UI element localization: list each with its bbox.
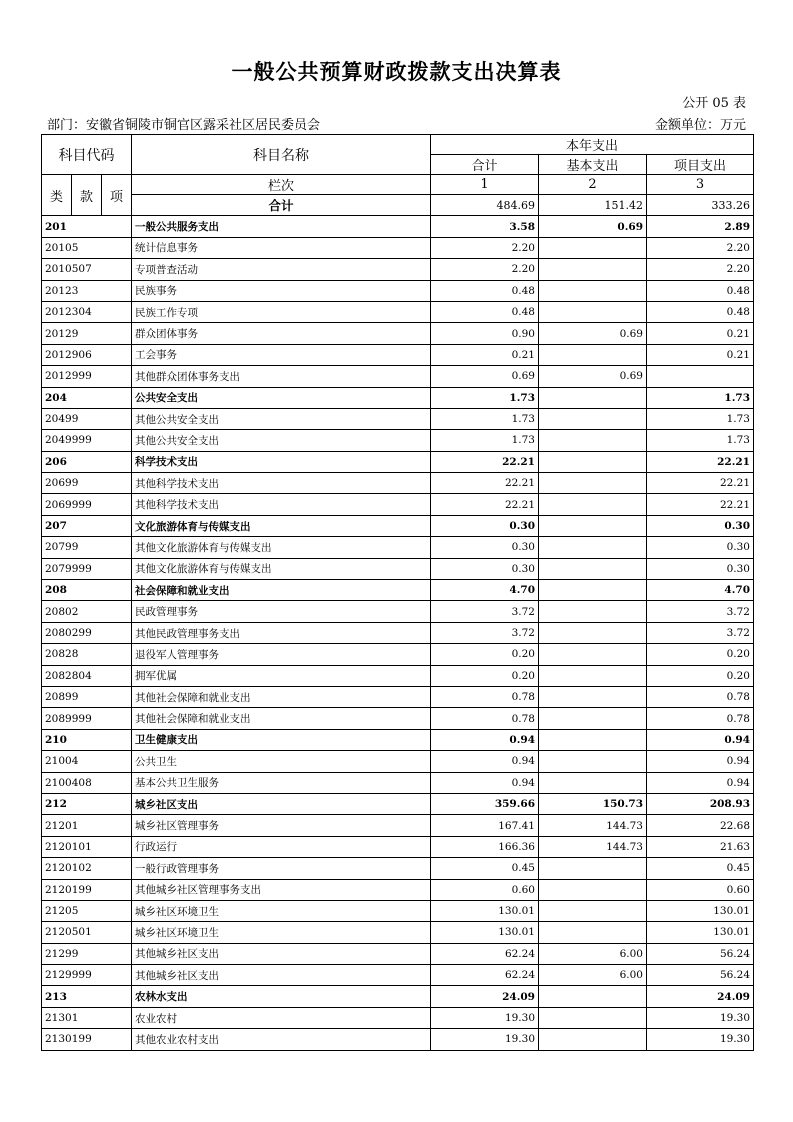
project-amount: 0.78 — [647, 708, 754, 729]
total-amount: 1.73 — [431, 408, 539, 429]
total-amount: 166.36 — [431, 836, 539, 857]
basic-amount — [539, 580, 647, 601]
project-amount: 56.24 — [647, 943, 754, 964]
project-amount: 0.30 — [647, 558, 754, 579]
subject-code: 20699 — [42, 473, 132, 494]
basic-amount: 0.69 — [539, 216, 647, 237]
subject-code: 2010507 — [42, 259, 132, 280]
subject-code: 21004 — [42, 751, 132, 772]
table-row — [42, 836, 754, 857]
subject-code: 2082804 — [42, 665, 132, 686]
project-amount: 21.63 — [647, 836, 754, 857]
total-amount: 2.20 — [431, 237, 539, 258]
basic-amount — [539, 729, 647, 750]
subject-name: 拥军优属 — [132, 665, 431, 686]
basic-amount — [539, 1029, 647, 1050]
subject-name: 其他社会保障和就业支出 — [132, 708, 431, 729]
project-amount: 1.73 — [647, 408, 754, 429]
subject-code: 20802 — [42, 601, 132, 622]
project-amount: 2.20 — [647, 259, 754, 280]
table-row — [42, 280, 754, 301]
table-row — [42, 622, 754, 643]
basic-amount — [539, 772, 647, 793]
subject-code: 2089999 — [42, 708, 132, 729]
project-amount: 22.21 — [647, 494, 754, 515]
subject-name: 工会事务 — [132, 344, 431, 365]
basic-amount — [539, 858, 647, 879]
table-row — [42, 387, 754, 408]
subject-name: 其他社会保障和就业支出 — [132, 686, 431, 707]
total-amount: 359.66 — [431, 793, 539, 814]
table-row — [42, 237, 754, 258]
subject-name: 科学技术支出 — [132, 451, 431, 472]
basic-amount — [539, 515, 647, 536]
subject-code: 2120102 — [42, 858, 132, 879]
header-project: 项目支出 — [647, 155, 754, 175]
project-amount: 208.93 — [647, 793, 754, 814]
table-row — [42, 515, 754, 536]
table-row — [42, 408, 754, 429]
subject-code: 2049999 — [42, 430, 132, 451]
department-label: 部门：安徽省铜陵市铜官区露采社区居民委员会 — [47, 118, 321, 133]
basic-amount — [539, 344, 647, 365]
subject-code: 208 — [42, 580, 132, 601]
total-amount: 0.20 — [431, 665, 539, 686]
table-row — [42, 751, 754, 772]
basic-amount — [539, 430, 647, 451]
subject-name: 基本公共卫生服务 — [132, 772, 431, 793]
table-row — [42, 216, 754, 237]
project-amount: 22.21 — [647, 451, 754, 472]
table-row — [42, 665, 754, 686]
total-amount: 24.09 — [431, 986, 539, 1007]
total-amount: 4.70 — [431, 580, 539, 601]
total-amount: 0.48 — [431, 280, 539, 301]
table-row — [42, 301, 754, 322]
subject-name: 城乡社区环境卫生 — [132, 922, 431, 943]
header-lei: 类 — [42, 175, 72, 216]
subject-name: 农林水支出 — [132, 986, 431, 1007]
subject-name: 民族事务 — [132, 280, 431, 301]
project-amount: 0.94 — [647, 772, 754, 793]
header-col1: 1 — [431, 175, 539, 195]
form-number: 公开 05 表 — [682, 96, 746, 111]
subject-name: 卫生健康支出 — [132, 729, 431, 750]
subject-code: 2130199 — [42, 1029, 132, 1050]
table-row — [42, 366, 754, 387]
project-amount — [647, 366, 754, 387]
project-amount: 0.60 — [647, 879, 754, 900]
subject-name: 文化旅游体育与传媒支出 — [132, 515, 431, 536]
basic-amount — [539, 280, 647, 301]
total-amount: 0.30 — [431, 537, 539, 558]
project-amount: 3.72 — [647, 622, 754, 643]
subject-code: 2079999 — [42, 558, 132, 579]
table-row — [42, 965, 754, 986]
page-title: 一般公共预算财政拨款支出决算表 — [231, 60, 562, 84]
header-subject-code: 科目代码 — [42, 135, 132, 175]
project-amount: 0.94 — [647, 751, 754, 772]
subject-name: 公共卫生 — [132, 751, 431, 772]
table-row — [42, 430, 754, 451]
subject-name: 其他城乡社区支出 — [132, 965, 431, 986]
header-col3: 3 — [647, 175, 754, 195]
total-amount: 130.01 — [431, 922, 539, 943]
total-row — [42, 195, 754, 216]
subject-code: 20129 — [42, 323, 132, 344]
basic-amount — [539, 259, 647, 280]
basic-amount: 6.00 — [539, 943, 647, 964]
basic-amount — [539, 986, 647, 1007]
subject-name: 一般公共服务支出 — [132, 216, 431, 237]
subject-name: 其他民政管理事务支出 — [132, 622, 431, 643]
subject-name: 其他农业农村支出 — [132, 1029, 431, 1050]
basic-amount — [539, 473, 647, 494]
subject-name: 其他科学技术支出 — [132, 473, 431, 494]
total-basic: 151.42 — [539, 195, 647, 216]
table-row — [42, 900, 754, 921]
basic-amount — [539, 665, 647, 686]
basic-amount: 144.73 — [539, 815, 647, 836]
basic-amount: 144.73 — [539, 836, 647, 857]
project-amount: 0.21 — [647, 344, 754, 365]
basic-amount: 150.73 — [539, 793, 647, 814]
table-row — [42, 1007, 754, 1028]
project-amount: 0.78 — [647, 686, 754, 707]
header-subject-name: 科目名称 — [132, 135, 431, 175]
table-row — [42, 473, 754, 494]
subject-code: 212 — [42, 793, 132, 814]
basic-amount — [539, 1007, 647, 1028]
total-amount: 0.94 — [431, 751, 539, 772]
basic-amount — [539, 558, 647, 579]
subject-name: 行政运行 — [132, 836, 431, 857]
total-amount: 0.20 — [431, 644, 539, 665]
subject-code: 210 — [42, 729, 132, 750]
total-amount: 3.58 — [431, 216, 539, 237]
total-amount: 1.73 — [431, 430, 539, 451]
subject-name: 公共安全支出 — [132, 387, 431, 408]
project-amount: 22.21 — [647, 473, 754, 494]
total-amount: 3.72 — [431, 622, 539, 643]
subject-code: 20899 — [42, 686, 132, 707]
subject-code: 2100408 — [42, 772, 132, 793]
header-current-year: 本年支出 — [431, 135, 754, 155]
basic-amount: 0.69 — [539, 366, 647, 387]
table-row — [42, 815, 754, 836]
table-row — [42, 537, 754, 558]
project-amount: 130.01 — [647, 922, 754, 943]
expenditure-table — [41, 134, 754, 1051]
total-amount: 0.94 — [431, 729, 539, 750]
project-amount: 2.20 — [647, 237, 754, 258]
table-row — [42, 729, 754, 750]
table-row — [42, 986, 754, 1007]
total-label: 合计 — [132, 195, 431, 216]
total-amount: 22.21 — [431, 473, 539, 494]
total-amount: 22.21 — [431, 494, 539, 515]
project-amount: 56.24 — [647, 965, 754, 986]
subject-name: 其他科学技术支出 — [132, 494, 431, 515]
project-amount: 2.89 — [647, 216, 754, 237]
subject-code: 2129999 — [42, 965, 132, 986]
total-amount: 0.60 — [431, 879, 539, 900]
project-amount: 0.20 — [647, 644, 754, 665]
basic-amount — [539, 537, 647, 558]
subject-code: 20123 — [42, 280, 132, 301]
header-xiang: 项 — [102, 175, 132, 216]
project-amount: 4.70 — [647, 580, 754, 601]
table-row — [42, 323, 754, 344]
basic-amount — [539, 644, 647, 665]
subject-name: 社会保障和就业支出 — [132, 580, 431, 601]
subject-code: 204 — [42, 387, 132, 408]
header-total: 合计 — [431, 155, 539, 175]
subject-name: 其他公共安全支出 — [132, 430, 431, 451]
subject-code: 2012999 — [42, 366, 132, 387]
subject-code: 206 — [42, 451, 132, 472]
basic-amount — [539, 451, 647, 472]
subject-name: 一般行政管理事务 — [132, 858, 431, 879]
basic-amount — [539, 751, 647, 772]
header-basic: 基本支出 — [539, 155, 647, 175]
project-amount: 0.48 — [647, 280, 754, 301]
subject-code: 21205 — [42, 900, 132, 921]
table-row — [42, 1029, 754, 1050]
subject-code: 2080299 — [42, 622, 132, 643]
table-row — [42, 259, 754, 280]
subject-code: 2069999 — [42, 494, 132, 515]
basic-amount — [539, 879, 647, 900]
table-row — [42, 708, 754, 729]
project-amount: 0.30 — [647, 515, 754, 536]
project-amount: 0.30 — [647, 537, 754, 558]
project-amount: 0.21 — [647, 323, 754, 344]
total-amount: 19.30 — [431, 1029, 539, 1050]
project-amount: 130.01 — [647, 900, 754, 921]
total-amount: 0.30 — [431, 515, 539, 536]
subject-code: 20499 — [42, 408, 132, 429]
total-sum: 484.69 — [431, 195, 539, 216]
total-amount: 0.30 — [431, 558, 539, 579]
subject-code: 2120101 — [42, 836, 132, 857]
basic-amount: 0.69 — [539, 323, 647, 344]
total-amount: 0.48 — [431, 301, 539, 322]
total-amount: 130.01 — [431, 900, 539, 921]
basic-amount — [539, 408, 647, 429]
subject-name: 其他城乡社区管理事务支出 — [132, 879, 431, 900]
subject-code: 213 — [42, 986, 132, 1007]
total-amount: 2.20 — [431, 259, 539, 280]
total-amount: 0.78 — [431, 686, 539, 707]
basic-amount — [539, 708, 647, 729]
table-row — [42, 451, 754, 472]
basic-amount — [539, 622, 647, 643]
table-row — [42, 772, 754, 793]
subject-name: 民族工作专项 — [132, 301, 431, 322]
subject-code: 21301 — [42, 1007, 132, 1028]
subject-name: 城乡社区管理事务 — [132, 815, 431, 836]
project-amount: 0.48 — [647, 301, 754, 322]
project-amount: 0.94 — [647, 729, 754, 750]
subject-name: 民政管理事务 — [132, 601, 431, 622]
subject-code: 20828 — [42, 644, 132, 665]
subject-code: 20105 — [42, 237, 132, 258]
table-row — [42, 922, 754, 943]
total-amount: 22.21 — [431, 451, 539, 472]
basic-amount — [539, 494, 647, 515]
project-amount: 1.73 — [647, 387, 754, 408]
header-col2: 2 — [539, 175, 647, 195]
subject-name: 退役军人管理事务 — [132, 644, 431, 665]
table-row — [42, 344, 754, 365]
basic-amount — [539, 900, 647, 921]
subject-name: 农业农村 — [132, 1007, 431, 1028]
header-column-seq: 栏次 — [132, 175, 431, 195]
total-amount: 1.73 — [431, 387, 539, 408]
subject-name: 城乡社区支出 — [132, 793, 431, 814]
subject-name: 统计信息事务 — [132, 237, 431, 258]
table-row — [42, 943, 754, 964]
total-amount: 3.72 — [431, 601, 539, 622]
project-amount: 0.20 — [647, 665, 754, 686]
table-row — [42, 494, 754, 515]
basic-amount: 6.00 — [539, 965, 647, 986]
subject-code: 201 — [42, 216, 132, 237]
header-kuan: 款 — [72, 175, 102, 216]
subject-name: 群众团体事务 — [132, 323, 431, 344]
table-row — [42, 644, 754, 665]
total-amount: 62.24 — [431, 943, 539, 964]
project-amount: 19.30 — [647, 1007, 754, 1028]
table-row — [42, 601, 754, 622]
total-amount: 0.78 — [431, 708, 539, 729]
total-amount: 0.69 — [431, 366, 539, 387]
total-amount: 0.21 — [431, 344, 539, 365]
subject-name: 其他文化旅游体育与传媒支出 — [132, 537, 431, 558]
basic-amount — [539, 922, 647, 943]
table-row — [42, 793, 754, 814]
subject-code: 2012906 — [42, 344, 132, 365]
project-amount: 24.09 — [647, 986, 754, 1007]
subject-code: 207 — [42, 515, 132, 536]
subject-code: 21299 — [42, 943, 132, 964]
subject-code: 21201 — [42, 815, 132, 836]
basic-amount — [539, 601, 647, 622]
table-row — [42, 558, 754, 579]
table-row — [42, 686, 754, 707]
total-amount: 62.24 — [431, 965, 539, 986]
subject-code: 2120501 — [42, 922, 132, 943]
subject-name: 其他文化旅游体育与传媒支出 — [132, 558, 431, 579]
total-amount: 0.94 — [431, 772, 539, 793]
total-amount: 0.90 — [431, 323, 539, 344]
project-amount: 22.68 — [647, 815, 754, 836]
project-amount: 0.45 — [647, 858, 754, 879]
basic-amount — [539, 387, 647, 408]
subject-name: 其他公共安全支出 — [132, 408, 431, 429]
amount-unit-label: 金额单位：万元 — [654, 118, 746, 133]
subject-code: 2120199 — [42, 879, 132, 900]
basic-amount — [539, 237, 647, 258]
project-amount: 3.72 — [647, 601, 754, 622]
total-amount: 0.45 — [431, 858, 539, 879]
basic-amount — [539, 686, 647, 707]
table-row — [42, 879, 754, 900]
basic-amount — [539, 301, 647, 322]
table-row — [42, 858, 754, 879]
subject-name: 城乡社区环境卫生 — [132, 900, 431, 921]
total-amount: 19.30 — [431, 1007, 539, 1028]
total-amount: 167.41 — [431, 815, 539, 836]
project-amount: 19.30 — [647, 1029, 754, 1050]
subject-code: 20799 — [42, 537, 132, 558]
subject-name: 其他群众团体事务支出 — [132, 366, 431, 387]
table-row — [42, 580, 754, 601]
project-amount: 1.73 — [647, 430, 754, 451]
subject-name: 其他城乡社区支出 — [132, 943, 431, 964]
subject-name: 专项普查活动 — [132, 259, 431, 280]
total-project: 333.26 — [647, 195, 754, 216]
subject-code: 2012304 — [42, 301, 132, 322]
